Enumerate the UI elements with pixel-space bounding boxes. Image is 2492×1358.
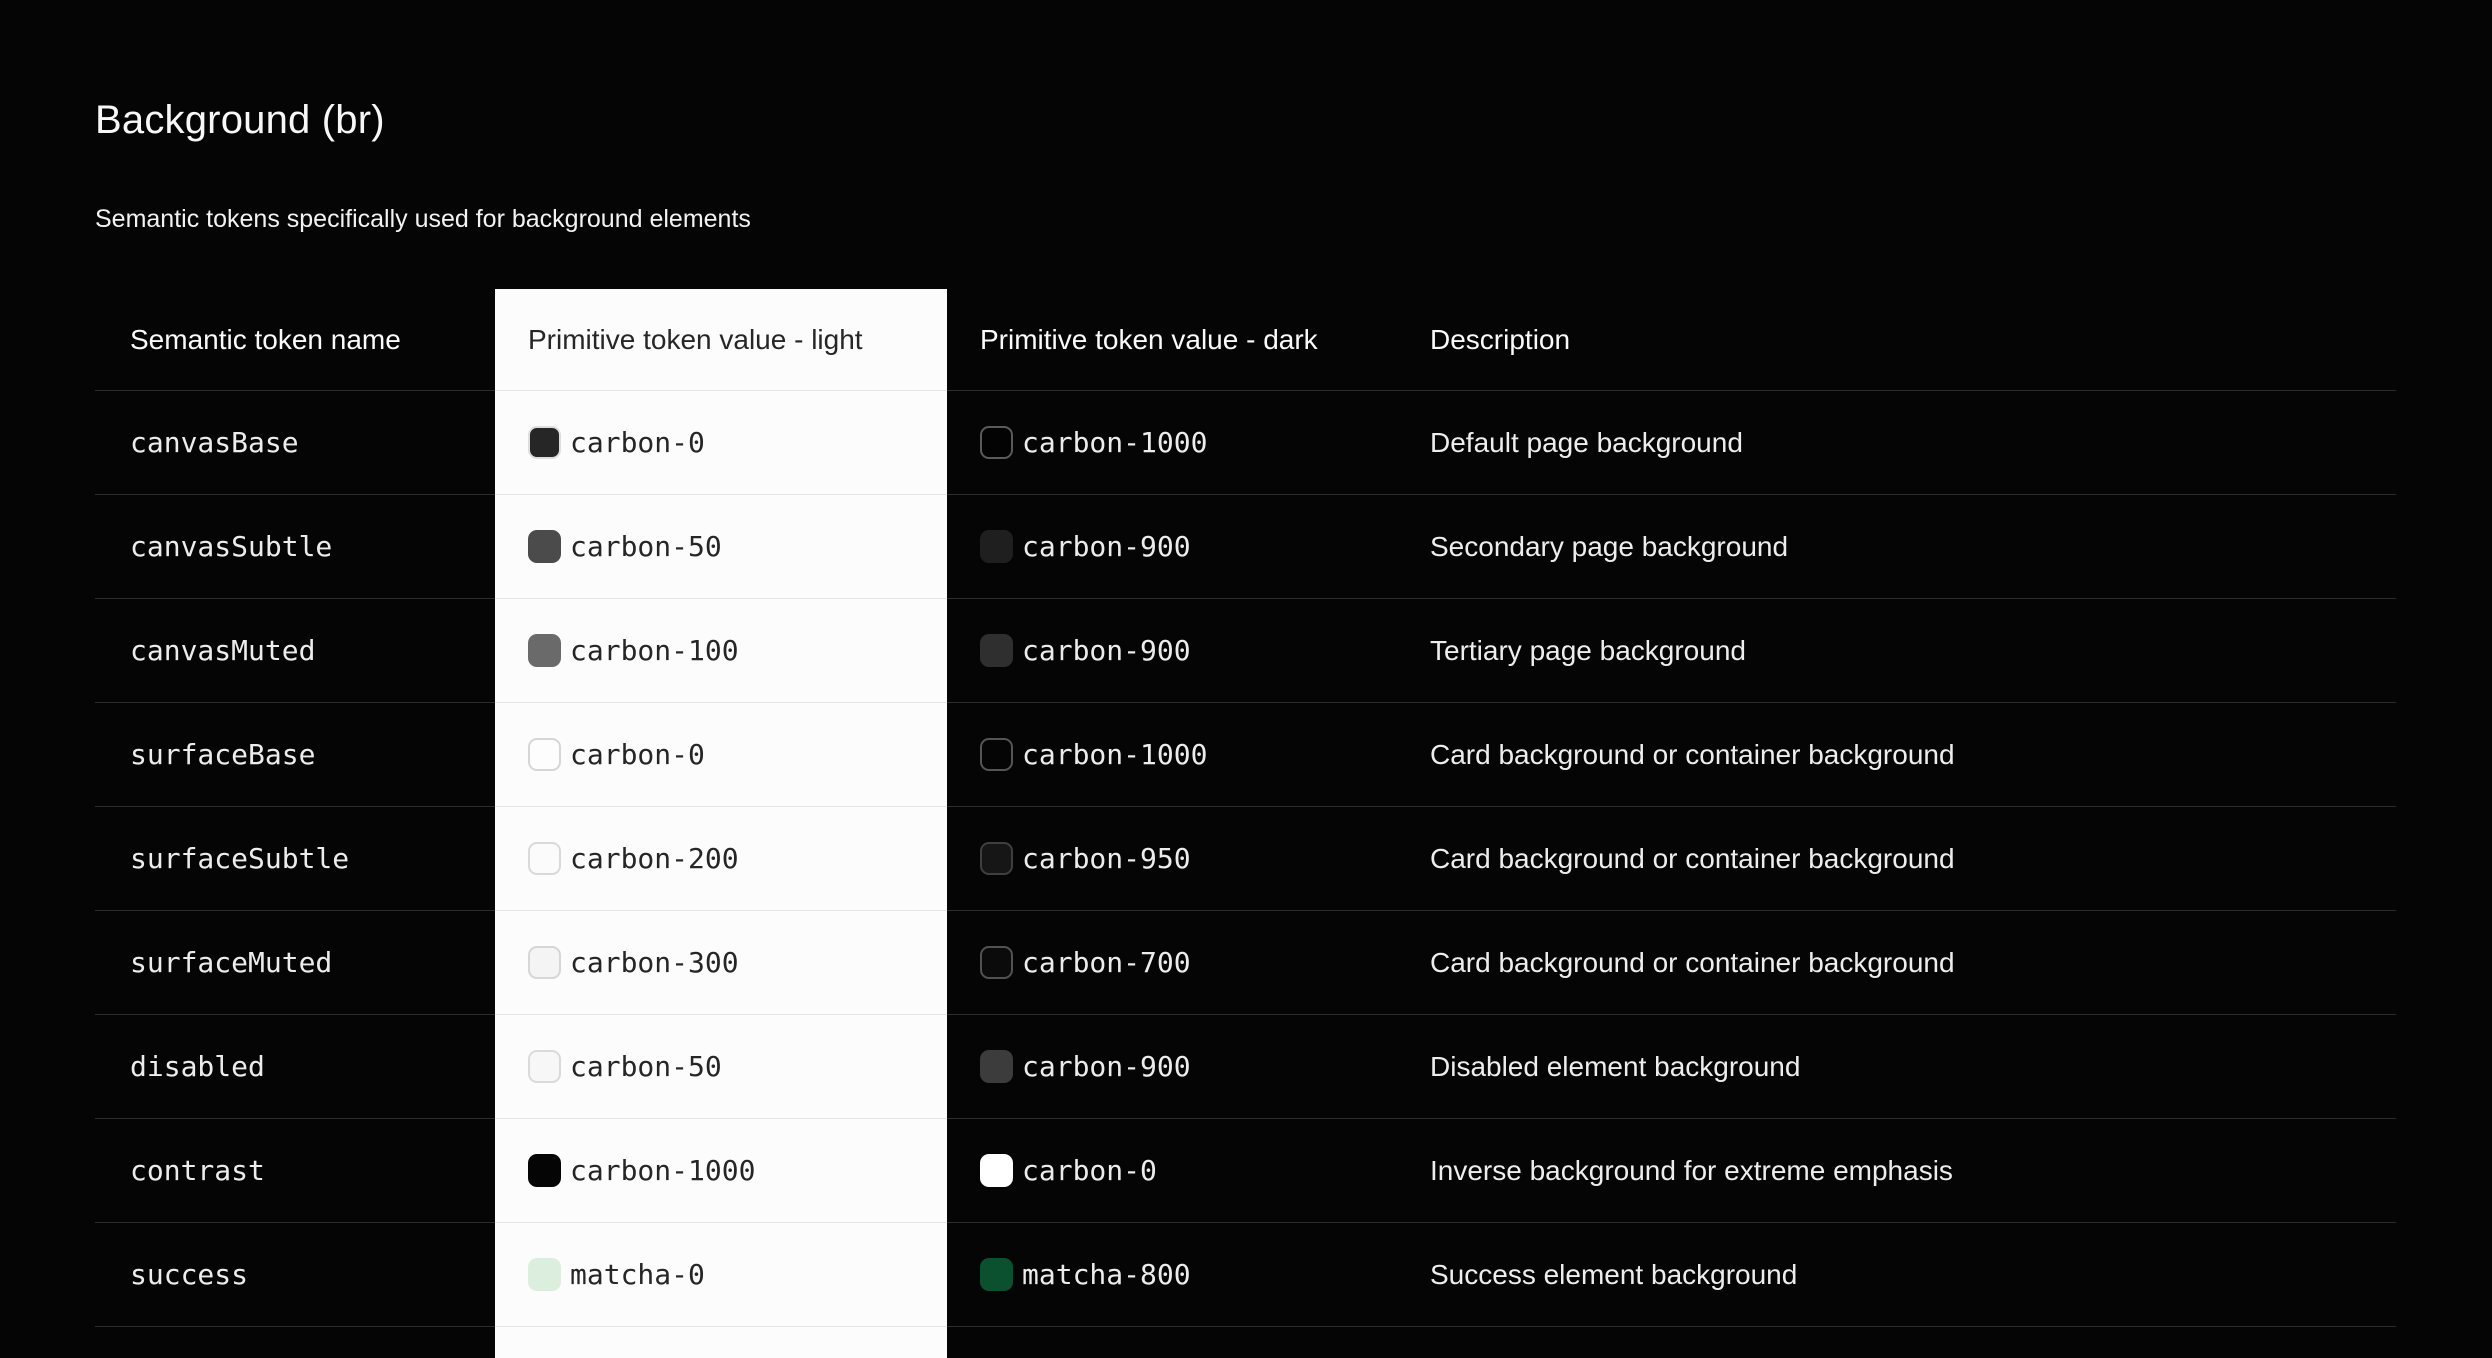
description-cell xyxy=(1400,1015,2396,1119)
light-value-cell xyxy=(495,1119,947,1223)
dark-value-cell xyxy=(947,1015,1400,1119)
light-color-swatch xyxy=(528,1154,561,1187)
dark-token-value: carbon-900 xyxy=(1022,530,1191,563)
token-name: disabled xyxy=(130,1050,265,1083)
token-name: canvasMuted xyxy=(130,634,316,667)
dark-token-value: carbon-700 xyxy=(1022,946,1191,979)
dark-value-cell xyxy=(947,1119,1400,1223)
token-name: canvasSubtle xyxy=(130,530,333,563)
semantic-token-cell xyxy=(95,391,495,495)
dark-token-value: carbon-900 xyxy=(1022,634,1191,667)
dark-value-cell xyxy=(947,911,1400,1015)
dark-value-cell xyxy=(947,391,1400,495)
dark-value-cell xyxy=(947,599,1400,703)
header-semantic-token-name xyxy=(95,289,495,391)
token-name: surfaceBase xyxy=(130,738,316,771)
table-row xyxy=(95,911,2396,1015)
table-row xyxy=(95,703,2396,807)
dark-color-swatch xyxy=(980,530,1013,563)
light-token-value: carbon-0 xyxy=(570,426,705,459)
token-name: contrast xyxy=(130,1154,265,1187)
header-label: Primitive token value - light xyxy=(528,323,863,355)
dark-color-swatch xyxy=(980,738,1013,771)
table-row-partial xyxy=(95,1327,2396,1358)
light-value-cell xyxy=(495,703,947,807)
table-row xyxy=(95,1015,2396,1119)
light-token-value: carbon-300 xyxy=(570,946,739,979)
token-name: success xyxy=(130,1258,249,1291)
description-cell xyxy=(1400,807,2396,911)
token-description: Card background or container background xyxy=(1430,842,1955,874)
table-row xyxy=(95,1119,2396,1223)
header-label: Primitive token value - dark xyxy=(980,323,1318,355)
dark-color-swatch xyxy=(980,426,1013,459)
description-cell xyxy=(1400,911,2396,1015)
dark-token-value: carbon-1000 xyxy=(1022,426,1208,459)
light-color-swatch xyxy=(528,842,561,875)
light-color-swatch xyxy=(528,634,561,667)
semantic-token-cell xyxy=(95,911,495,1015)
light-color-swatch xyxy=(528,738,561,771)
light-token-value: carbon-50 xyxy=(570,530,722,563)
dark-token-value: matcha-800 xyxy=(1022,1258,1191,1291)
dark-color-swatch xyxy=(980,1258,1013,1291)
token-description: Disabled element background xyxy=(1430,1050,1801,1082)
light-value-cell xyxy=(495,911,947,1015)
light-token-value: carbon-200 xyxy=(570,842,739,875)
light-token-value: carbon-100 xyxy=(570,634,739,667)
description-cell xyxy=(1400,495,2396,599)
dark-color-swatch xyxy=(980,1050,1013,1083)
dark-value-cell xyxy=(947,703,1400,807)
description-cell xyxy=(1400,1223,2396,1327)
description-cell xyxy=(1400,391,2396,495)
semantic-token-cell xyxy=(95,599,495,703)
token-name: canvasBase xyxy=(130,426,299,459)
semantic-token-cell xyxy=(95,495,495,599)
table-row xyxy=(95,599,2396,703)
tokens-table xyxy=(95,289,2396,1358)
dark-token-value: carbon-1000 xyxy=(1022,738,1208,771)
light-color-swatch xyxy=(528,1050,561,1083)
header-primitive-value-light xyxy=(495,289,947,391)
dark-token-value: carbon-0 xyxy=(1022,1154,1157,1187)
light-token-value: carbon-1000 xyxy=(570,1154,756,1187)
header-label: Description xyxy=(1430,323,1571,355)
dark-value-cell xyxy=(947,495,1400,599)
token-description: Tertiary page background xyxy=(1430,634,1746,666)
token-description: Secondary page background xyxy=(1430,530,1789,562)
description-cell xyxy=(1400,1119,2396,1223)
light-value-cell xyxy=(495,807,947,911)
light-color-swatch xyxy=(528,946,561,979)
light-value-cell xyxy=(495,495,947,599)
light-value-cell xyxy=(495,391,947,495)
dark-color-swatch xyxy=(980,1154,1013,1187)
semantic-token-cell xyxy=(95,703,495,807)
description-cell xyxy=(1400,703,2396,807)
dark-color-swatch xyxy=(980,946,1013,979)
dark-token-value: carbon-950 xyxy=(1022,842,1191,875)
token-name: surfaceSubtle xyxy=(130,842,350,875)
dark-value-cell xyxy=(947,807,1400,911)
token-name: surfaceMuted xyxy=(130,946,333,979)
token-description: Card background or container background xyxy=(1430,946,1955,978)
semantic-token-cell xyxy=(95,807,495,911)
header-label: Semantic token name xyxy=(130,323,401,355)
token-description: Card background or container background xyxy=(1430,738,1955,770)
light-value-cell xyxy=(495,599,947,703)
table-row xyxy=(95,807,2396,911)
header-description xyxy=(1400,289,2396,391)
table-body xyxy=(95,391,2396,1327)
semantic-token-cell xyxy=(95,1223,495,1327)
table-row xyxy=(95,1223,2396,1327)
light-value-cell xyxy=(495,1223,947,1327)
light-token-value: carbon-50 xyxy=(570,1050,722,1083)
token-description: Inverse background for extreme emphasis xyxy=(1430,1154,1953,1186)
dark-value-cell xyxy=(947,1223,1400,1327)
semantic-token-cell xyxy=(95,1015,495,1119)
page-title: Background (br) xyxy=(95,98,385,142)
light-token-value: matcha-0 xyxy=(570,1258,705,1291)
light-color-swatch xyxy=(528,1258,561,1291)
description-cell xyxy=(1400,599,2396,703)
token-description: Success element background xyxy=(1430,1258,1798,1290)
token-description: Default page background xyxy=(1430,426,1743,458)
light-color-swatch xyxy=(528,530,561,563)
table-row xyxy=(95,495,2396,599)
page-subtitle: Semantic tokens specifically used for background elements xyxy=(95,205,751,233)
light-token-value: carbon-0 xyxy=(570,738,705,771)
semantic-token-cell xyxy=(95,1119,495,1223)
dark-color-swatch xyxy=(980,634,1013,667)
light-value-cell xyxy=(495,1015,947,1119)
header-primitive-value-dark xyxy=(947,289,1400,391)
dark-color-swatch xyxy=(980,842,1013,875)
table-row xyxy=(95,391,2396,495)
dark-token-value: carbon-900 xyxy=(1022,1050,1191,1083)
table-header-row xyxy=(95,289,2396,391)
light-color-swatch xyxy=(528,426,561,459)
